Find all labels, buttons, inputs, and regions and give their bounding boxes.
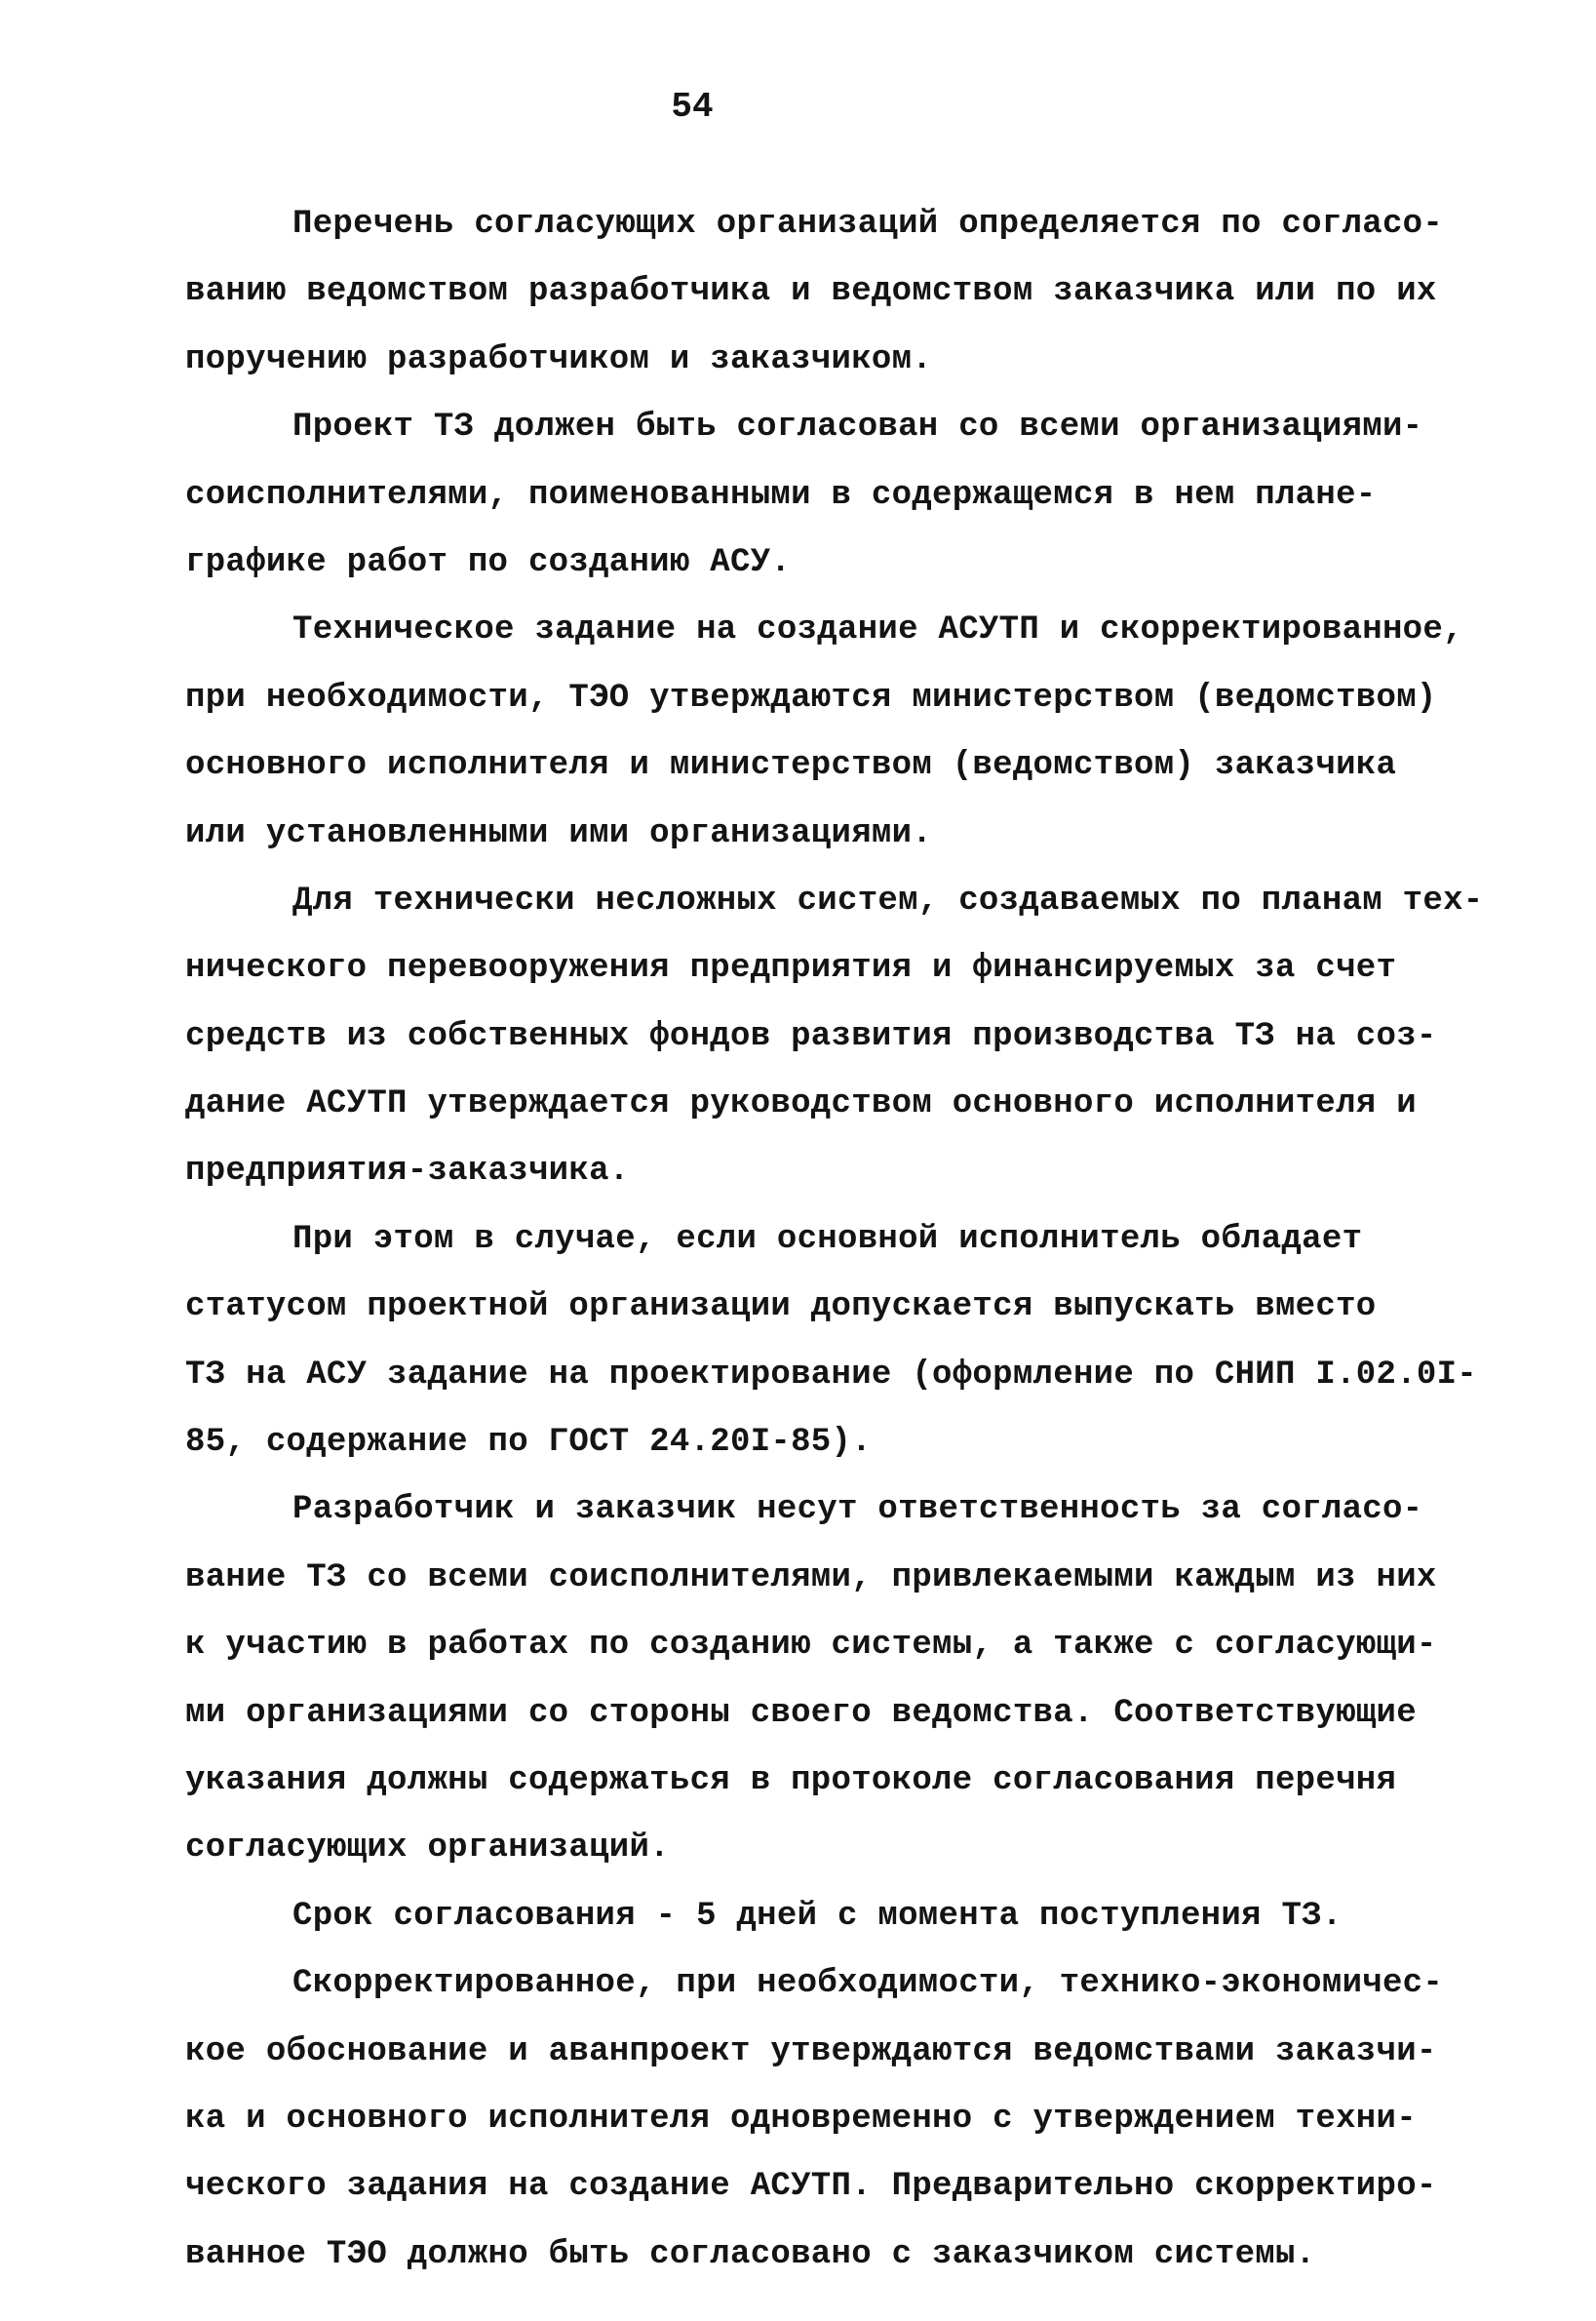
- text-line: Техническое задание на создание АСУТП и скорректированное,: [292, 611, 1463, 649]
- text-line: статусом проектной организации допускается выпускать вместо: [185, 1288, 1377, 1326]
- text-line: Разработчик и заказчик несут ответственность за согласо-: [292, 1491, 1423, 1529]
- text-line: 85, содержание по ГОСТ 24.20I-85).: [185, 1424, 872, 1462]
- text-line: дание АСУТП утверждается руководством основного исполнителя и: [185, 1085, 1417, 1123]
- text-line: графике работ по созданию АСУ.: [185, 543, 792, 581]
- text-line: Проект ТЗ должен быть согласован со всеми организациями-: [292, 409, 1423, 447]
- text-line: поручению разработчиком и заказчиком.: [185, 340, 933, 378]
- paragraph-approval-authority: [185, 597, 1531, 868]
- text-line: ванное ТЭО должно быть согласовано с заказчиком системы.: [185, 2235, 1316, 2273]
- text-line: к участию в работах по созданию системы, а также с согласующи-: [185, 1627, 1437, 1665]
- paragraph-design-task: [185, 1206, 1531, 1477]
- text-line: При этом в случае, если основной исполнитель обладает: [292, 1220, 1363, 1258]
- text-line: соисполнителями, поименованными в содержащемся в нем плане-: [185, 476, 1377, 514]
- paragraph-simple-systems: [185, 868, 1531, 1206]
- text-line: нического перевооружения предприятия и финансируемых за счет: [185, 950, 1397, 988]
- text-line: ванию ведомством разработчика и ведомством заказчика или по их: [185, 273, 1437, 311]
- page-number: 54: [671, 87, 714, 127]
- text-line: кое обоснование и аванпроект утверждаются ведомствами заказчи-: [185, 2032, 1437, 2070]
- text-line: Скорректированное, при необходимости, технико-экономичес-: [292, 1965, 1444, 2003]
- paragraph-responsibility: [185, 1476, 1531, 1882]
- text-line: Срок согласования - 5 дней с момента поступления ТЗ.: [292, 1897, 1343, 1935]
- document-body: [185, 191, 1531, 2289]
- text-line: при необходимости, ТЭО утверждаются министерством (ведомством): [185, 679, 1437, 717]
- text-line: согласующих организаций.: [185, 1829, 670, 1868]
- text-line: или установленными ими организациями.: [185, 814, 933, 852]
- text-line: ТЗ на АСУ задание на проектирование (оформление по СНИП I.02.0I-: [185, 1356, 1478, 1394]
- paragraph-approval-list: [185, 191, 1531, 394]
- text-line: Для технически несложных систем, создаваемых по планам тех-: [292, 882, 1484, 920]
- paragraph-approval-term: [185, 1883, 1531, 1950]
- text-line: основного исполнителя и министерством (ведомством) заказчика: [185, 747, 1397, 785]
- text-line: вание ТЗ со всеми соисполнителями, привлекаемыми каждым из них: [185, 1558, 1437, 1596]
- text-line: ми организациями со стороны своего ведомства. Соответствующие: [185, 1694, 1417, 1732]
- text-line: указания должны содержаться в протоколе согласования перечня: [185, 1761, 1397, 1799]
- paragraph-feasibility-study: [185, 1950, 1531, 2289]
- paragraph-coexecutors: [185, 394, 1531, 597]
- text-line: средств из собственных фондов развития производства ТЗ на соз-: [185, 1017, 1437, 1055]
- text-line: предприятия-заказчика.: [185, 1153, 630, 1191]
- text-line: Перечень согласующих организаций определяется по согласо-: [292, 206, 1444, 243]
- text-line: ка и основного исполнителя одновременно с утверждением техни-: [185, 2100, 1417, 2138]
- text-line: ческого задания на создание АСУТП. Предварительно скорректиро-: [185, 2168, 1437, 2206]
